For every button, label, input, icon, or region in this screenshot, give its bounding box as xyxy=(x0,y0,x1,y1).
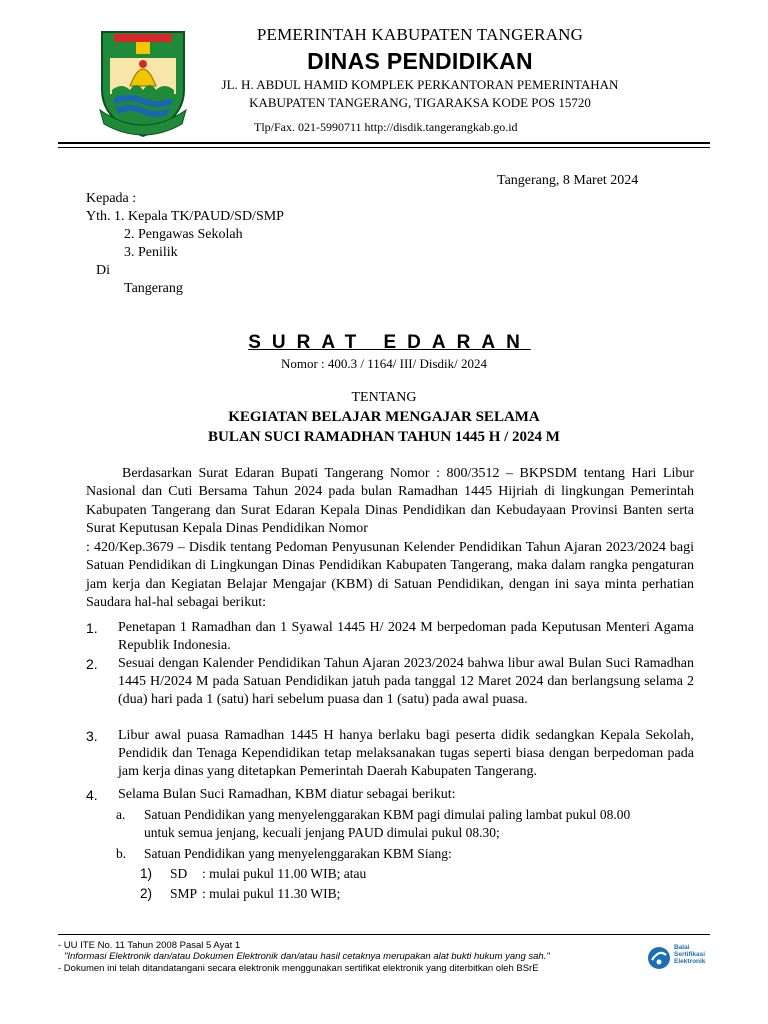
letterhead-thick-rule xyxy=(58,142,710,144)
intro-paragraph-1: Berdasarkan Surat Edaran Bupati Tangerang Nomor : 800/3512 – BKPSDM tentang Hari Libur Nasional dan Cuti Bersama Tahun 2024 pada bulan Ramadhan 1445 Hijriah di lingkungan Pemerintah Kabupaten Tangerang dan Surat Edaran Kepala Dinas Pendidikan dan Kebudayaan Provinsi Banten serta Surat Keputusan Kepala Dinas Pendidikan Nomor xyxy=(86,466,694,536)
address-line-2: KABUPATEN TANGERANG, TIGARAKSA KODE POS 15720 xyxy=(249,95,591,110)
letterhead xyxy=(200,24,640,112)
recipient-place: Tangerang xyxy=(124,281,183,296)
footer-esign-note: - Dokumen ini telah ditandatangani secara elektronik menggunakan sertifikat elektronik yang diterbitkan oleh BSrE xyxy=(58,963,539,974)
recipient-di: Di xyxy=(96,263,110,278)
sub-sub-list-item: 2) SMP : mulai pukul 11.30 WIB; xyxy=(140,886,341,901)
recipient-kepada: Kepada : xyxy=(86,191,137,206)
document-number: Nomor : 400.3 / 1164/ III/ Disdik/ 2024 xyxy=(280,356,488,371)
recipient-item-1: Yth. 1. Kepala TK/PAUD/SD/SMP xyxy=(86,209,284,224)
bsre-label: Balai Sertifikasi Elektronik xyxy=(674,944,706,965)
tangerang-coat-of-arms-logo xyxy=(96,28,190,140)
sub-list-item: a. Satuan Pendidikan yang menyelenggarakan KBM pagi dimulai paling lambat pukul 08.00 untuk semua jenjang, kecuali jenjang PAUD dimulai pukul 08.30; xyxy=(116,807,631,840)
list-item: 2. Sesuai dengan Kalender Pendidikan Tahun Ajaran 2023/2024 bahwa libur awal Bulan Suci Ramadhan 1445 H/2024 M pada Satuan Pendidikan jatuh pada tanggal 12 Maret 2024 dan berlangsung selama 2 (dua) hari pada 1 (satu) hari sebelum puasa dan 1 (satu) pada awal puasa. xyxy=(86,656,694,707)
department-name: DINAS PENDIDIKAN xyxy=(307,48,533,74)
government-name: PEMERINTAH KABUPATEN TANGERANG xyxy=(256,25,584,44)
intro-paragraph-2: : 420/Kep.3679 – Disdik tentang Pedoman Penyusunan Kelender Pendidikan Tahun Ajaran 2023/2024 bagi Satuan Pendidikan di Lingkungan Dinas Pendidikan Kabupaten Tangerang, maka dalam rangka pengaturan jam kerja dan Kegiatan Belajar Mengajar (KBM) di Satuan Pendidikan, dengan ini saya minta perhatian Saudara hal-hal sebagai berikut: xyxy=(86,540,694,610)
letter-date: Tangerang, 8 Maret 2024 xyxy=(497,173,639,188)
sub-list-item: b. Satuan Pendidikan yang menyelenggarakan KBM Siang: xyxy=(116,846,452,861)
footer-law-quote: "Informasi Elektronik dan/atau Dokumen Elektronik dan/atau hasil cetaknya merupakan alat bukti hukum yang sah." xyxy=(64,951,550,962)
tentang-label: TENTANG xyxy=(351,390,417,405)
letterhead-thin-rule xyxy=(58,147,710,148)
address-line-1: JL. H. ABDUL HAMID KOMPLEK PERKANTORAN PEMERINTAHAN xyxy=(221,77,619,92)
document-title: SURAT EDARAN xyxy=(248,332,531,353)
footer-law-reference: - UU ITE No. 11 Tahun 2008 Pasal 5 Ayat 1 xyxy=(58,940,241,951)
footer-rule xyxy=(58,934,710,935)
recipient-item-2: 2. Pengawas Sekolah xyxy=(124,227,243,242)
sub-sub-list-item: 1) SD : mulai pukul 11.00 WIB; atau xyxy=(140,866,367,881)
recipient-item-3: 3. Penilik xyxy=(124,245,178,260)
subject-line-2: BULAN SUCI RAMADHAN TAHUN 1445 H / 2024 M xyxy=(208,429,560,445)
list-item: 4. Selama Bulan Suci Ramadhan, KBM diatur sebagai berikut: xyxy=(86,787,456,803)
contact-info: Tlp/Fax. 021-5990711 http://disdik.tangerangkab.go.id xyxy=(254,120,518,134)
list-item: 1. Penetapan 1 Ramadhan dan 1 Syawal 1445 H/ 2024 M berpedoman pada Keputusan Menteri Agama Republik Indonesia. xyxy=(86,620,694,653)
list-item: 3. Libur awal puasa Ramadhan 1445 H hanya berlaku bagi peserta didik sedangkan Kepala Sekolah, Pendidik dan Tenaga Kependidikan tetap melaksanakan tugas seperti biasa dengan berpedoman pada jam kerja dinas yang ditetapkan Pemerintah Daerah Kabupaten Tangerang. xyxy=(86,728,694,779)
subject-line-1: KEGIATAN BELAJAR MENGAJAR SELAMA xyxy=(228,409,540,425)
